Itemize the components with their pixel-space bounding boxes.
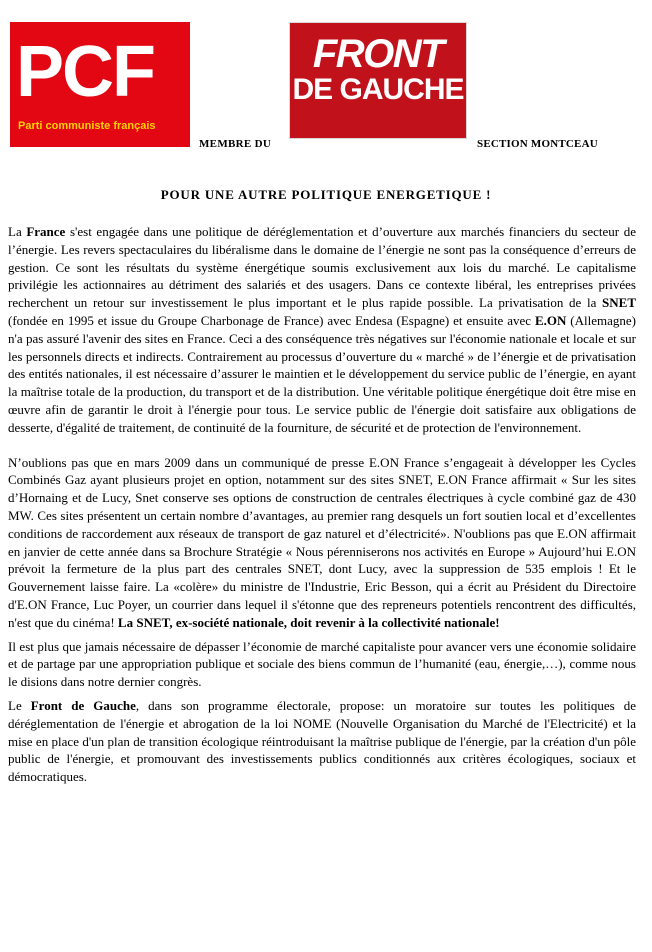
paragraph-4: [8, 697, 636, 786]
fdg-logo-line2: DE GAUCHE: [292, 73, 464, 106]
p1-text-2: s'est engagée dans une politique de déréglementation et d’ouverture aux marchés financiers du secteur de l’énergie. Les revers spectaculaires du libéralisme dans le domaine de l’énergie ne sont pas la conséquence d’erreurs de gestion. Ce sont les résultats du système énergétique soumis exclusivement aux lois du marché. Le capitalisme privilégie les actionnaires au détriment des salariés et des usagers. Dans ce contexte libéral, les entreprises privées recherchent un retour sur investissement le plus important et le plus rapide possible. La privatisation de la: [8, 224, 636, 311]
pcf-logo-subtitle: Parti communiste français: [18, 120, 156, 132]
paragraph-3: [8, 638, 636, 691]
p4-bold-front-de-gauche: Front de Gauche: [30, 697, 136, 713]
member-label: MEMBRE DU: [199, 138, 272, 150]
front-de-gauche-logo: [289, 22, 467, 139]
page-header: [0, 0, 652, 160]
p4-text-2: , dans son programme électorale, propose: un moratoire sur toutes les politiques de déréglementation de l'énergie et abrogation de la loi NOME (Nouvelle Organisation du Marché de l'Electricité) et la mise en place d'un plan de transition écologique réintroduisant la maîtrise publique de l'énergie, par la création d'un pôle public de l'énergie, et promouvant des investissements publics conditionnés aux critères écologiques, sociaux et démocratiques.: [8, 697, 636, 785]
p1-bold-eon: E.ON: [534, 312, 567, 328]
p1-bold-france: France: [26, 224, 66, 239]
paragraph-1: [8, 223, 636, 437]
pcf-logo-letters: PCF: [16, 32, 154, 112]
p2-bold-conclusion: La SNET, ex-société nationale, doit revenir à la collectivité nationale!: [117, 614, 500, 630]
p1-text-3: (fondée en 1995 et issue du Groupe Charbonage de France) avec Endesa (Espagne) et ensuite avec: [8, 312, 535, 328]
p3-text-1: Il est plus que jamais nécessaire de dépasser l’économie de marché capitaliste pour avancer vers une économie solidaire et de partage par une appropriation publique et sociale des biens commun de l’humanité (eau, énergie,…), comme nous le disions dans notre dernier congrès.: [8, 638, 636, 690]
p1-bold-snet: SNET: [602, 295, 636, 311]
fdg-logo-line1: FRONT: [312, 32, 444, 76]
section-label: SECTION MONTCEAU: [477, 138, 598, 150]
p1-text-1: La: [8, 224, 27, 239]
p4-text-1: Le: [8, 697, 31, 713]
document-title: POUR UNE AUTRE POLITIQUE ENERGETIQUE !: [160, 187, 492, 202]
document-body: [8, 223, 636, 786]
p2-text-1: N’oublions pas que en mars 2009 dans un communiqué de presse E.ON France s’engageait à développer les Cycles Combinés Gaz ayant plusieurs projet en option, notamment sur des sites SNET, E.ON France affirmait « Sur les sites d’Hornaing et de Lucy, Snet conserve ses options de construction de centrales électriques à cycle combiné gaz de 430 MW. Ces sites présentent un certain nombre d’avantages, au premier rang desquels un fort soutien local et d’excellentes conditions de raccordement aux réseaux de transport de gaz naturel et d’électricité». N'oublions pas que E.ON affirmait en janvier de cette année dans sa Brochure Stratégie « Nous pérenniserons nos activités en Europe » Aujourd’hui E.ON prévoit la fermeture de la plus part des centrales SNET, dont Lucy, avec la suppression de 535 emplois ! Et le Gouvernement laisse faire. La «colère» du ministre de l'Industrie, Eric Besson, qui a écrit au Président du Directoire d'E.ON France, Luc Poyer, un courrier dans lequel il s'étonne que des repreneurs potentiels rencontrent des difficultés, n'est que du cinéma!: [8, 454, 636, 630]
p1-text-4: (Allemagne) n'a pas assuré l'avenir des sites en France. Ceci a des conséquence très négatives sur l'économie nationale et locale et sur les personnels directs et indirects. Contrairement au processus d’ouverture du « marché » de l’énergie et de privatisation des entités nationales, il est nécessaire d’assurer le maintien et le développement du service public de l’énergie, en ayant la maîtrise totale de la production, du transport et de la distribution. Une véritable politique énergétique doit être mise en œuvre afin de garantir le droit à l'énergie pour tous. Le service public de l'énergie doit satisfaire aux obligations de desserte, d'égalité de traitement, de continuité de la fourniture, de sécurité et de protection de l'environnement.: [8, 312, 636, 435]
pcf-logo: [10, 22, 190, 147]
paragraph-2: [8, 454, 636, 632]
